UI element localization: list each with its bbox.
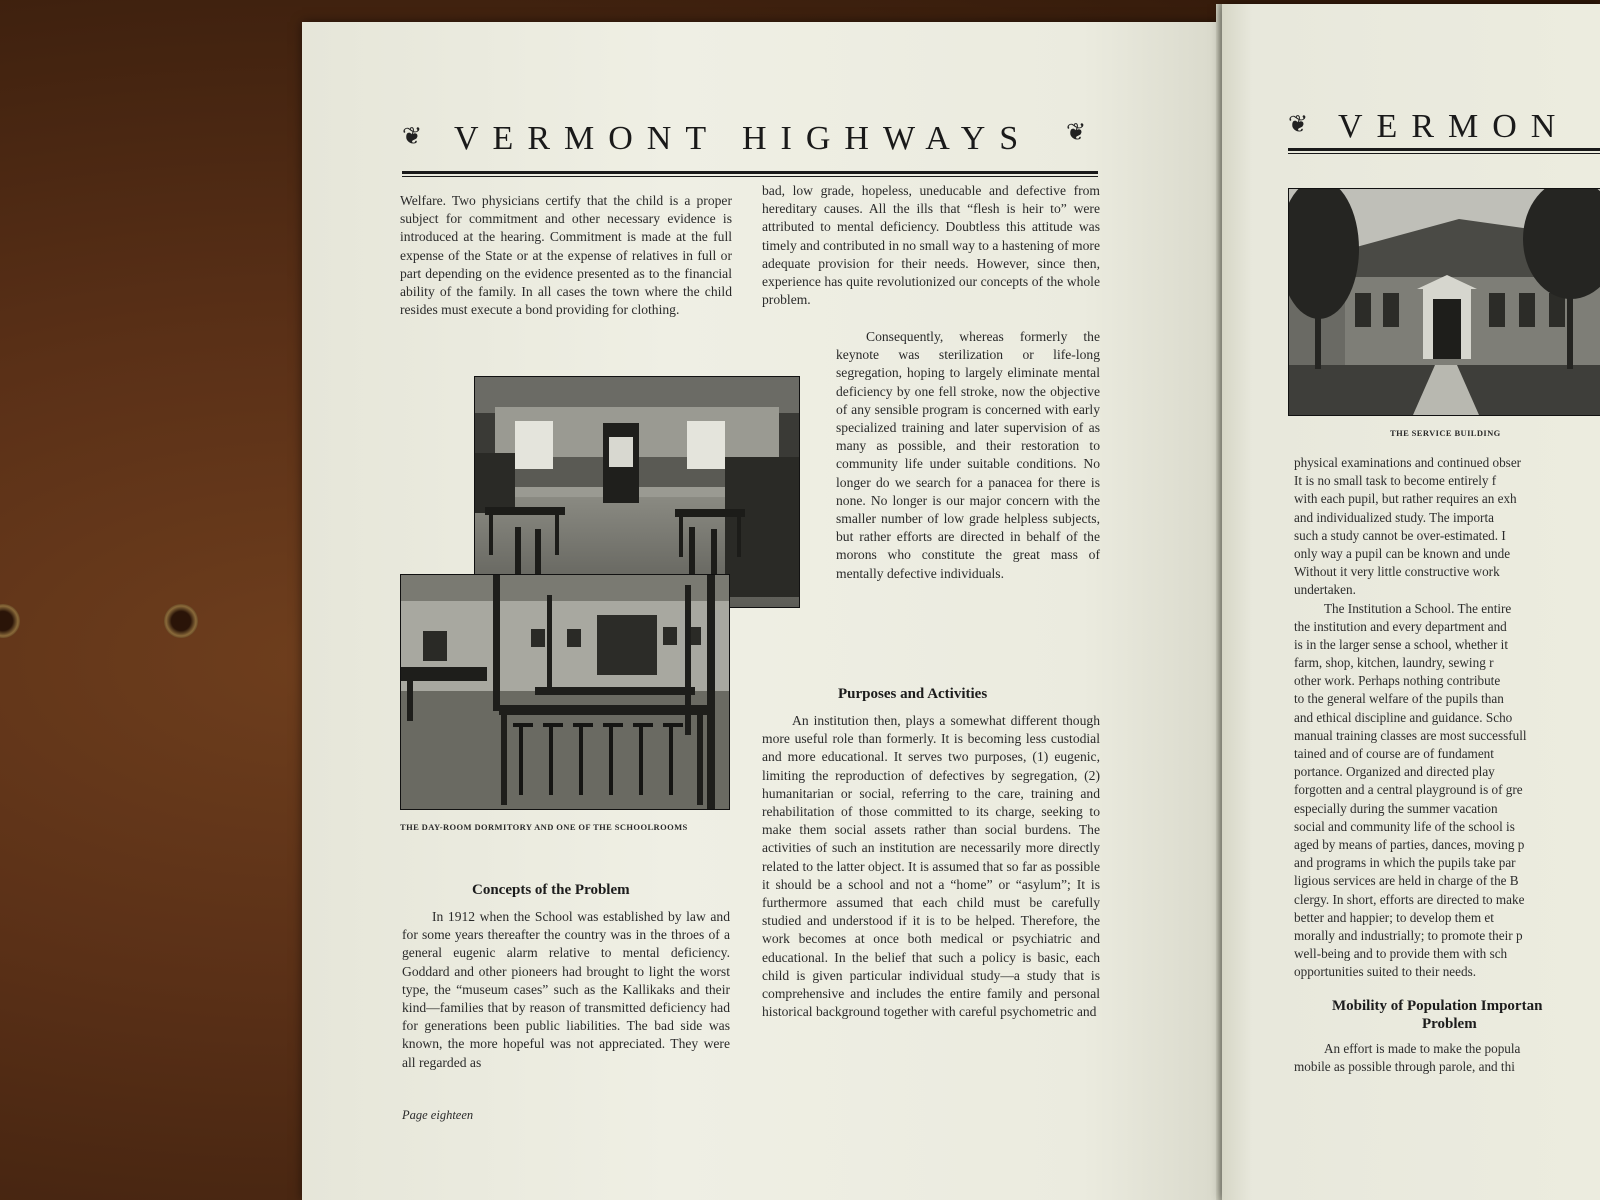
text-line: forgotten and a central playground is of gre [1294,782,1523,798]
text-line: farm, shop, kitchen, laundry, sewing r [1294,655,1494,671]
ornament-icon: ❦ [1288,112,1309,138]
text-line: aged by means of parties, dances, moving p [1294,836,1525,852]
right-tail-text [1294,1040,1600,1076]
text-line: and individualized study. The importa [1294,509,1494,525]
section-heading-purposes: Purposes and Activities [838,686,988,702]
page-header-title: VERMONT HIGHWAYS [454,120,1033,157]
page-number: Page eighteen [402,1108,474,1122]
section-heading-mobility: Mobility of Population Importan [1332,998,1543,1014]
text-line: physical examinations and continued obser [1294,455,1522,470]
column-2-top [762,182,1100,309]
text-line: is in the larger sense a school, whether it [1294,636,1508,652]
right-column-text [1294,454,1600,981]
schoolroom-photo [400,574,730,810]
service-building-photo [1288,188,1600,416]
header-rule [402,176,1098,177]
text-line: undertaken. [1294,582,1356,598]
ornament-icon: ❦ [402,124,423,150]
text-line: better and happier; to develop them et [1294,909,1494,925]
section-heading-mobility-2: Problem [1422,1016,1477,1032]
text-line: such a study cannot be over-estimated. I [1294,527,1506,543]
concepts-paragraph: In 1912 when the School was established by law and for some years thereafter the country was in the throes of a general eugenic alarm relative to mental deficiency. Goddard and other pioneers had brought to light the worst type, the “museum cases” such as the Kallikaks and their kind—families that by reason of transmitted deficiency had for generations been public liabilities. The bad side was known, the more hopeful was not appreciated. They were all regarded as [402,909,730,1070]
text-line: social and community life of the school is [1294,818,1515,834]
column-2-wrap [836,328,1100,583]
section-heading-concepts: Concepts of the Problem [472,882,630,898]
text-line: portance. Organized and directed play [1294,764,1495,780]
purposes-paragraph: An institution then, plays a somewhat different though more useful role than formerly. It is becoming less custodial and more educational. It serves two purposes, (1) eugenic, limiting the reproduction of defectives by segregation, (2) humanitarian or social, referring to the care, training and rehabilitation of those committed to its charge, seeking to make them social assets rather than social burdens. The activities of such an institution are necessarily more directly related to the latter object. It is assumed that so far as possible it should be a school and not a “home” or “asylum”; It is furthermore assumed that each child must be carefully studied and understood if it is to be helped. Therefore, the work becomes at once both medical or psychiatric and educational. In the belief that such a policy is basic, each child is given particular individual study—a study that is comprehensive and includes the entire family and personal historical background together with careful psychometric and [762,713,1100,1020]
ornament-icon: ❦ [1066,120,1087,146]
col2-paragraph-2: Consequently, whereas formerly the keynote was sterilization or life-long segregation, hoping to largely eliminate mental deficiency by one fell stroke, now the objective of any sensible program is concerned with early specialized training and later supervision of as many as possible, and their restoration to community life under suitable conditions. No longer do we search for a panacea for there is none. No longer is our major concern with the smaller number of low grade helpless subjects, but rather efforts are directed in behalf of the morons who constitute the great mass of mentally defective individuals. [836,329,1100,581]
text-line: especially during the summer vacation [1294,800,1498,816]
photo-caption: THE SERVICE BUILDING [1390,428,1501,438]
text-line: morally and industrially; to promote their p [1294,927,1523,943]
column-1-intro [400,192,732,319]
page-header-title: VERMON [1338,108,1570,145]
text-line: An effort is made to make the popula [1324,1041,1521,1056]
text-line: and programs in which the pupils take par [1294,855,1516,871]
column-1-concepts [402,908,730,1072]
binder-hole [164,604,198,638]
text-line: clergy. In short, efforts are directed to make [1294,891,1525,907]
text-line: opportunities suited to their needs. [1294,964,1477,980]
text-line: manual training classes are most successfull [1294,727,1527,743]
text-line: Without it very little constructive work [1294,564,1500,580]
text-line: The Institution a School. The entire [1324,600,1512,616]
text-line: with each pupil, but rather requires an exh [1294,491,1517,507]
text-line: It is no small task to become entirely f [1294,473,1497,489]
header-rule [1288,153,1600,154]
text-line: other work. Perhaps nothing contribute [1294,673,1501,689]
column-2-purposes [762,712,1100,1021]
header-rule [1288,148,1600,151]
header-rule [402,171,1098,174]
text-line: ligious services are held in charge of the B [1294,873,1519,889]
text-line: and ethical discipline and guidance. Scho [1294,709,1513,725]
intro-paragraph: Welfare. Two physicians certify that the child is a proper subject for commitment and other necessary evidence is introduced at the hearing. Commitment is made at the full expense of the State or at the expense of relatives in full or part depending on the evidence presented as to the financial ability of the family. In all cases the town where the child resides must execute a bond providing for clothing. [400,193,732,318]
text-line: mobile as possible through parole, and thi [1294,1059,1515,1075]
left-page [302,22,1222,1200]
col2-paragraph-1: bad, low grade, hopeless, uneducable and defective from hereditary causes. All the ills that “flesh is heir to” were attributed to mental deficiency. Doubtless this attitude was timely and contributed in no small way to a hastening of more adequate provision for their needs. However, since then, experience has quite revolutionized our concepts of the whole problem. [762,183,1100,308]
text-line: well-being and to provide them with sch [1294,946,1508,962]
photo-caption: THE DAY-ROOM DORMITORY AND ONE OF THE SCHOOLROOMS [400,822,688,832]
text-line: tained and of course are of fundament [1294,746,1494,761]
text-line: only way a pupil can be known and unde [1294,545,1511,561]
text-line: to the general welfare of the pupils than [1294,691,1504,707]
text-line: the institution and every department and [1294,618,1507,634]
right-page [1222,4,1600,1200]
